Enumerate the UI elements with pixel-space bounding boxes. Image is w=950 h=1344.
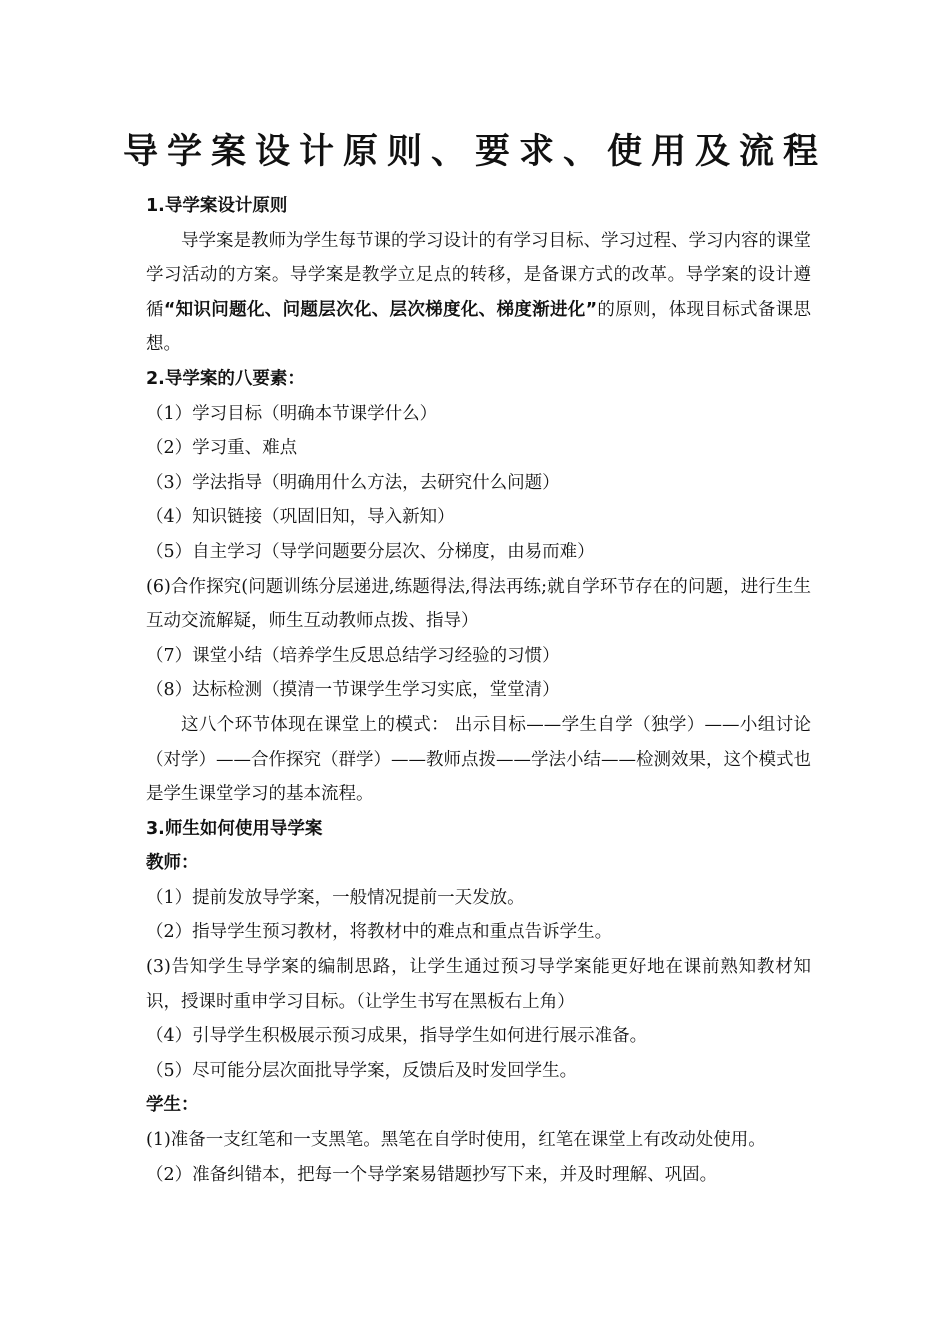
teacher-item-3: (3)告知学生导学案的编制思路，让学生通过预习导学案能更好地在课前熟知教材知识，授课时重申学习目标。（让学生书写在黑板右上角） — [146, 957, 811, 1012]
element-item-7: （7）课堂小结（培养学生反思总结学习经验的习惯） — [146, 645, 560, 666]
section-1-heading: 1.导学案设计原则 — [146, 196, 288, 216]
section-3-heading: 3.师生如何使用导学案 — [146, 818, 323, 839]
element-item-1: （1）学习目标（明确本节课学什么） — [146, 403, 438, 424]
section-1-principle: “知识问题化、问题层次化、层次梯度化、梯度渐进化” — [163, 299, 598, 320]
page-title: 导学案设计原则、要求、使用及流程 — [122, 132, 827, 172]
teacher-item-5: （5）尽可能分层次面批导学案，反馈后及时发回学生。 — [146, 1060, 578, 1081]
section-1-text-a: 导学案是教师为学生每节课的学习设计的有学习目标、学习过程、学习内容的课堂学习活动的方案。导学案是教学立足点的转移，是备课方式的改革。导学案的设计遵循 — [146, 230, 811, 320]
teacher-heading: 教师： — [146, 853, 199, 874]
teacher-item-1: （1）提前发放导学案，一般情况提前一天发放。 — [146, 887, 525, 908]
section-2-heading: 2.导学案的八要素： — [146, 368, 305, 389]
element-item-2: （2）学习重、难点 — [146, 438, 298, 459]
teacher-item-4: （4）引导学生积极展示预习成果，指导学生如何进行展示准备。 — [146, 1026, 648, 1047]
student-item-2: （2）准备纠错本，把每一个导学案易错题抄写下来，并及时理解、巩固。 — [146, 1164, 718, 1185]
student-item-1: (1)准备一支红笔和一支黑笔。黑笔在自学时使用，红笔在课堂上有改动处使用。 — [146, 1130, 766, 1151]
teacher-item-2: （2）指导学生预习教材，将教材中的难点和重点告诉学生。 — [146, 922, 613, 943]
element-item-5: （5）自主学习（导学问题要分层次、分梯度，由易而难） — [146, 541, 595, 562]
element-item-4: （4）知识链接（巩固旧知，导入新知） — [146, 507, 455, 528]
section-2-summary: 这八个环节体现在课堂上的模式： 出示目标——学生自学（独学）——小组讨论（对学）——合作探究（群学）——教师点拨——学法小结——检测效果，这个模式也是学生课堂学习的基本流程。 — [146, 714, 811, 805]
document-body — [146, 189, 811, 1192]
element-item-6: (6)合作探究(问题训练分层递进,练题得法,得法再练;就自学环节存在的问题，进行生生互动交流解疑，师生互动教师点拨、指导） — [146, 576, 811, 632]
element-item-3: （3）学法指导（明确用什么方法，去研究什么问题） — [146, 472, 560, 493]
section-1-text-b: 的原则，体现目标式备课思想。 — [146, 299, 811, 355]
section-1-paragraph — [146, 224, 811, 362]
student-heading: 学生： — [146, 1095, 199, 1116]
element-item-8: （8）达标检测（摸清一节课学生学习实底，堂堂清） — [146, 680, 560, 701]
